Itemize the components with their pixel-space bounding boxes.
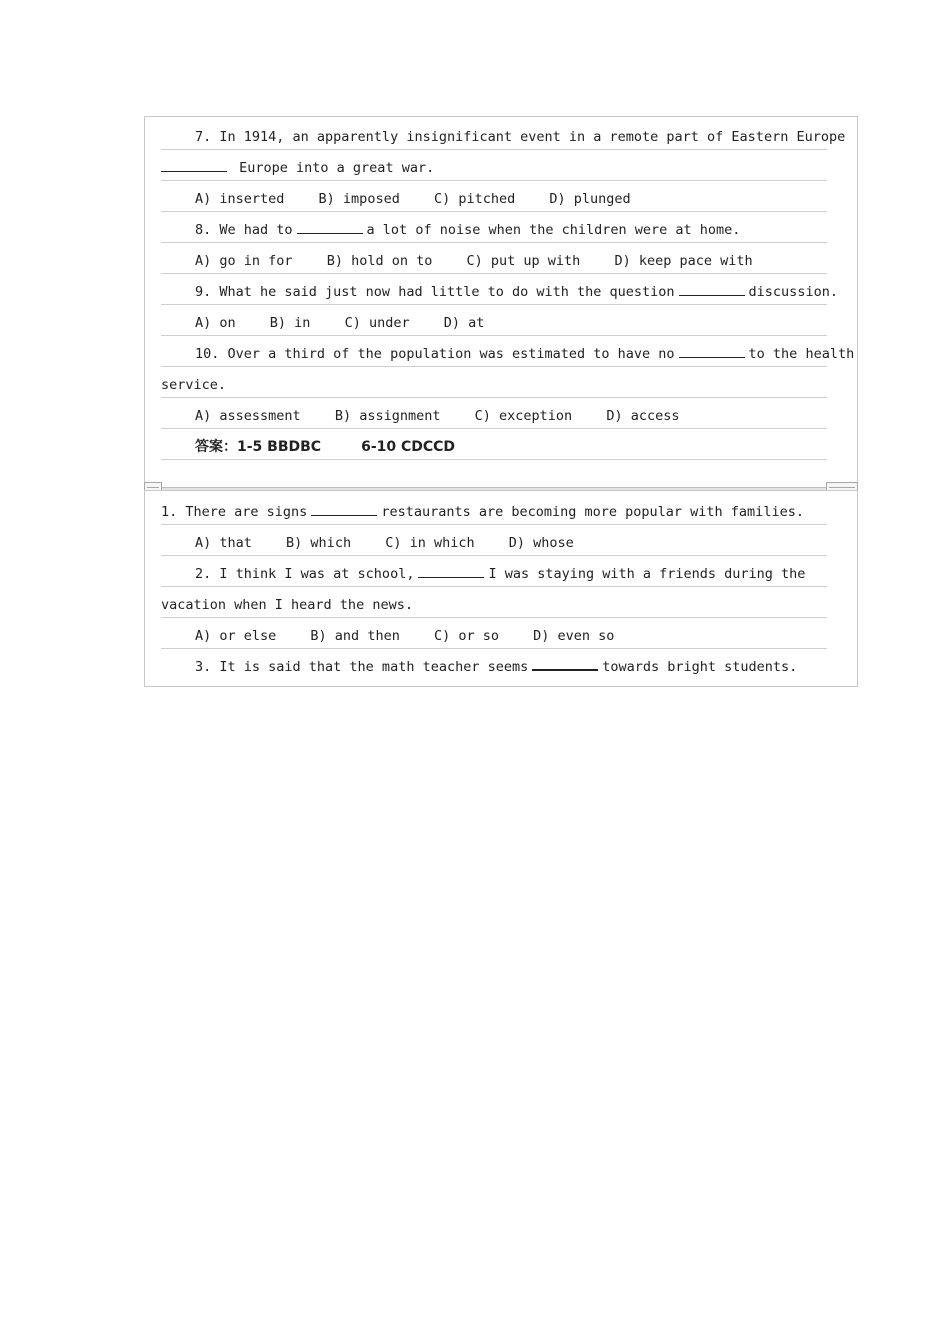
option-a: A) or else [195,628,277,644]
question-2-stem [161,556,827,587]
option-c: C) in which [385,535,475,551]
question-10-stem-line2 [161,367,827,398]
answer-blank [679,345,745,358]
question-10-text: 10. Over a third of the population was estimated to have no [195,346,675,362]
answer-blank [679,283,745,296]
question-8-options [161,243,827,274]
question-9-text: 9. What he said just now had little to do with the question [195,284,675,300]
question-10-text-end: service. [161,377,227,393]
question-7-text: 7. In 1914, an apparently insignificant event in a remote part of Eastern Europe [195,129,846,145]
answer-blank [418,565,484,578]
option-b: B) assignment [334,408,441,424]
option-c: C) put up with [466,253,581,269]
question-8-text: 8. We had to [195,222,293,238]
option-b: B) and then [310,628,400,644]
answer-key-label: 答案：1-5 BBDBC [195,439,322,455]
question-1-text-cont: restaurants are becoming more popular with families. [381,504,804,520]
question-7-options [161,181,827,212]
question-3-stem [161,649,827,680]
question-9-text-cont: discussion. [748,284,838,300]
option-a: A) that [195,535,252,551]
answer-blank [532,657,598,671]
option-d: D) whose [508,535,574,551]
option-c: C) exception [474,408,573,424]
document-panel-bottom [144,490,858,687]
answer-blank [311,503,377,516]
question-7-text-cont: Europe into a great war. [239,160,435,176]
question-2-text: 2. I think I was at school, [195,566,415,582]
question-9-stem [161,274,838,305]
option-a: A) go in for [195,253,293,269]
answer-blank [297,221,363,234]
question-2-text-cont: I was staying with a friends during the [488,566,806,582]
question-1-options [161,525,827,556]
question-7-stem [161,119,846,150]
question-8-stem [161,212,827,243]
question-1-stem [161,494,827,525]
option-d: D) at [443,315,485,331]
option-d: D) access [606,408,680,424]
question-2-stem-line2 [161,587,827,618]
answer-blank [161,159,227,172]
question-3-text-cont: towards bright students. [602,659,798,675]
question-2-options [161,618,827,649]
question-3-text: 3. It is said that the math teacher seems [195,659,529,675]
option-b: B) in [269,315,311,331]
question-8-text-cont: a lot of noise when the children were at home. [366,222,741,238]
option-c: C) under [344,315,410,331]
option-b: B) imposed [318,191,400,207]
option-a: A) assessment [195,408,301,424]
question-7-stem-line2 [161,150,827,181]
question-9-options [161,305,827,336]
option-d: D) even so [533,628,615,644]
answer-key-rest: 6-10 CDCCD [361,439,456,455]
option-a: A) on [195,315,236,331]
question-10-stem [161,336,855,367]
option-b: B) hold on to [326,253,433,269]
question-2-text-end: vacation when I heard the news. [161,597,413,613]
answer-key [161,429,827,460]
document-panel-top [144,116,858,488]
option-b: B) which [286,535,352,551]
question-10-options [161,398,827,429]
option-d: D) keep pace with [614,253,753,269]
option-d: D) plunged [549,191,631,207]
option-c: C) pitched [433,191,516,207]
option-a: A) inserted [195,191,285,207]
option-c: C) or so [433,628,499,644]
question-10-text-cont: to the health [748,346,855,362]
question-1-text: 1. There are signs [161,504,308,520]
